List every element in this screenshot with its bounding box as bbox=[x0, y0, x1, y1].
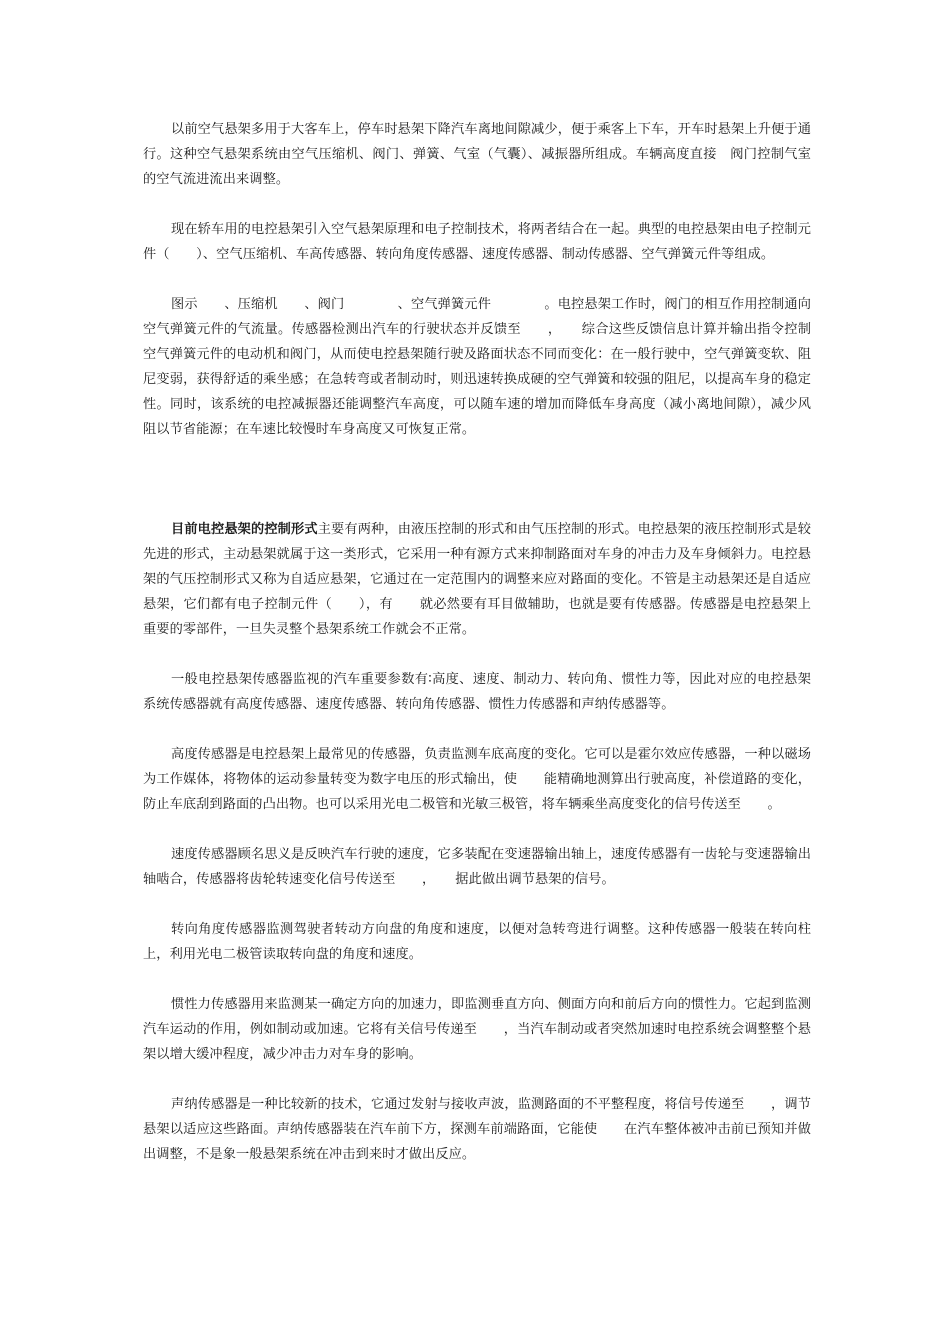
paragraph-gap bbox=[143, 192, 811, 217]
paragraph-gap bbox=[143, 642, 811, 667]
paragraph-gap bbox=[143, 1067, 811, 1092]
paragraph-gap bbox=[143, 892, 811, 917]
paragraph-control-forms-text: 主要有两种，由液压控制的形式和由气压控制的形式。电控悬架的液压控制形式是较先进的形式，主动悬架就属于这一类形式，它采用一种有源方式来抑制路面对车身的冲击力及车身倾斜力。电控悬架的气压控制形式又称为自适应悬架，它通过在一定范围内的调整来应对路面的变化。不管是主动悬架还是自适应悬架，它们都有电子控制元件（ ），有 就必然要有耳目做辅助，也就是要有传感器。传感器是电控悬架上重要的零部件，一旦失灵整个悬架系统工作就会不正常。 bbox=[143, 522, 811, 637]
figure-gap bbox=[143, 442, 811, 517]
paragraph-steering-angle-sensor: 转向角度传感器监测驾驶者转动方向盘的角度和速度，以便对急转弯进行调整。这种传感器一般装在转向柱上，利用光电二极管读取转向盘的角度和速度。 bbox=[143, 922, 811, 962]
paragraph-control-forms bbox=[143, 517, 811, 642]
paragraph-sonar-sensor: 声纳传感器是一种比较新的技术，它通过发射与接收声波，监测路面的不平整程度，将信号传递至 ，调节悬架以适应这些路面。声纳传感器装在汽车前下方，探测车前端路面，它能使 在汽车整体被冲击前已预知并做出调整，不是象一般悬架系统在冲击到来时才做出反应。 bbox=[143, 1097, 811, 1162]
paragraph-gap bbox=[143, 267, 811, 292]
paragraph-gap bbox=[143, 967, 811, 992]
paragraph-suspension-operation: 图示 、压缩机 、阀门 、空气弹簧元件 。电控悬架工作时，阀门的相互作用控制通向空气弹簧元件的气流量。传感器检测出汽车的行驶状态并反馈至 ， 综合这些反馈信息计算并输出指令控制空气弹簧元件的电动机和阀门，从而使电控悬架随行驶及路面状态不同而变化：在一般行驶中，空气弹簧变软、阻尼变弱，获得舒适的乘坐感；在急转弯或者制动时，则迅速转换成硬的空气弹簧和较强的阻尼，以提高车身的稳定性。同时，该系统的电控减振器还能调整汽车高度，可以随车速的增加而降低车身高度（减小离地间隙），减少风阻以节省能源；在车速比较慢时车身高度又可恢复正常。 bbox=[143, 297, 811, 437]
paragraph-electronic-suspension-components: 现在轿车用的电控悬架引入空气悬架原理和电子控制技术，将两者结合在一起。典型的电控悬架由电子控制元件（ ）、空气压缩机、车高传感器、转向角度传感器、速度传感器、制动传感器、空气弹簧元件等组成。 bbox=[143, 222, 811, 262]
paragraph-gap bbox=[143, 717, 811, 742]
paragraph-height-sensor: 高度传感器是电控悬架上最常见的传感器，负责监测车底高度的变化。它可以是霍尔效应传感器，一种以磁场为工作媒体，将物体的运动参量转变为数字电压的形式输出，使 能精确地测算出行驶高度，补偿道路的变化，防止车底刮到路面的凸出物。也可以采用光电二极管和光敏三极管，将车辆乘坐高度变化的信号传送至 。 bbox=[143, 747, 811, 812]
bold-phrase: 目前电控悬架的控制形式 bbox=[171, 522, 318, 537]
paragraph-air-suspension-history: 以前空气悬架多用于大客车上，停车时悬架下降汽车离地间隙减少，便于乘客上下车，开车时悬架上升便于通行。这种空气悬架系统由空气压缩机、阀门、弹簧、气室（气囊）、减振器所组成。车辆高度直接 阀门控制气室的空气流进流出来调整。 bbox=[143, 122, 811, 187]
paragraph-sensor-parameters: 一般电控悬架传感器监视的汽车重要参数有∶高度、速度、制动力、转向角、惯性力等，因此对应的电控悬架系统传感器就有高度传感器、速度传感器、转向角传感器、惯性力传感器和声纳传感器等。 bbox=[143, 672, 811, 712]
document-body bbox=[143, 117, 811, 1167]
paragraph-inertia-sensor: 惯性力传感器用来监测某一确定方向的加速力，即监测垂直方向、侧面方向和前后方向的惯性力。它起到监测汽车运动的作用，例如制动或加速。它将有关信号传递至 ，当汽车制动或者突然加速时电控系统会调整整个悬架以增大缓冲程度，减少冲击力对车身的影响。 bbox=[143, 997, 811, 1062]
paragraph-gap bbox=[143, 817, 811, 842]
paragraph-speed-sensor: 速度传感器顾名思义是反映汽车行驶的速度，它多装配在变速器输出轴上，速度传感器有一齿轮与变速器输出轴啮合，传感器将齿轮转速变化信号传送至 ， 据此做出调节悬架的信号。 bbox=[143, 847, 811, 887]
